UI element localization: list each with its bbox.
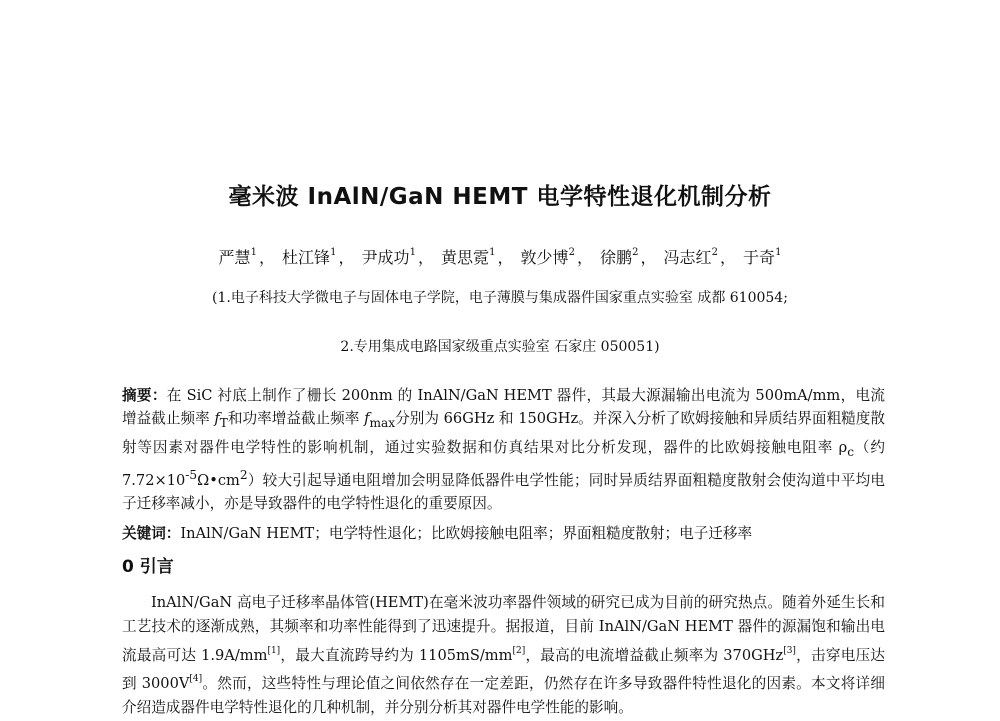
affiliation-line-1: (1.电子科技大学微电子与固体电子学院，电子薄膜与集成器件国家重点实验室 成都 610054;	[212, 290, 788, 306]
author: 尹成功$^1$	[361, 246, 416, 267]
citation: [3]	[783, 645, 796, 656]
author: 徐鹏$^2$	[600, 246, 639, 267]
section-heading: 0 引言	[122, 557, 174, 577]
citation: [2]	[512, 645, 526, 656]
abstract-label: 摘要：	[122, 387, 167, 404]
keywords-text: InAlN/GaN HEMT；电学特性退化；比欧姆接触电阻率；界面粗糙度散射；电子迁移率	[180, 525, 753, 542]
author: 于奇$^1$	[743, 246, 782, 267]
affiliation-line-2: 2.专用集成电路国家级重点实验室 石家庄 050051)	[340, 339, 660, 355]
intro-paragraph: InAlN/GaN 高电子迁移率晶体管(HEMT)在毫米波功率器件领域的研究已成为目前的研究热点。随着外延生长和工艺技术的逐渐成熟，其频率和功率性能得到了迅速提升。据报道，目前 InAlN/GaN HEMT 器件的源漏饱和输出电流最高可达 1.9A/mm[1]，最大直流跨导约为 1105mS/mm[2]，最高的电流增益截止频率为 370GHz[3]，击穿电压达到 3000V[4]。然而，这些特性与理论值之间依然存在一定差距，仍然存在许多导致器件特性退化的因素。本文将详细介绍造成器件电学特性退化的几种机制，并分别分析其对器件电学性能的影响。	[122, 594, 885, 717]
author: 严慧$^1$	[218, 246, 257, 267]
author: 杜江锋$^1$	[282, 246, 337, 267]
citation: [4]	[189, 674, 203, 685]
author: 黄思霓$^1$	[441, 246, 496, 267]
author: 冯志红$^2$	[663, 246, 718, 267]
citation: [1]	[267, 645, 281, 656]
paper-title: 毫米波 InAlN/GaN HEMT 电学特性退化机制分析	[228, 184, 772, 210]
author: 敦少博$^2$	[520, 246, 575, 267]
keywords-label: 关键词：	[122, 525, 181, 542]
keywords	[122, 522, 885, 543]
author-list: 严慧$^1$ ， 杜江锋$^1$ ， 尹成功$^1$ ， 黄思霓$^1$ ， 敦少博$^2$ ， 徐鹏$^2$ ， 冯志红$^2$ ， 于奇$^1$	[218, 246, 782, 267]
abstract: 摘要：在 SiC 衬底上制作了栅长 200nm 的 InAlN/GaN HEMT 器件，其最大源漏输出电流为 500mA/mm，电流增益截止频率 $f_T$和功率增益截止频率 $f_{max}$分别为 66GHz 和 150GHz。并深入分析了欧姆接触和异质结界面粗糙度散射等因素对器件电学特性的影响机制，通过实验数据和仿真结果对比分析发现，器件的比欧姆接触电阻率 $\rho_c$（约 $7.72\times 10^{-5}\Omega•cm^2$）较大引起导通电阻增加会明显降低器件电学性能；同时异质结界面粗糙度散射会使沟道中平均电子迁移率减小，亦是导致器件的电学特性退化的重要原因。	[122, 387, 886, 513]
